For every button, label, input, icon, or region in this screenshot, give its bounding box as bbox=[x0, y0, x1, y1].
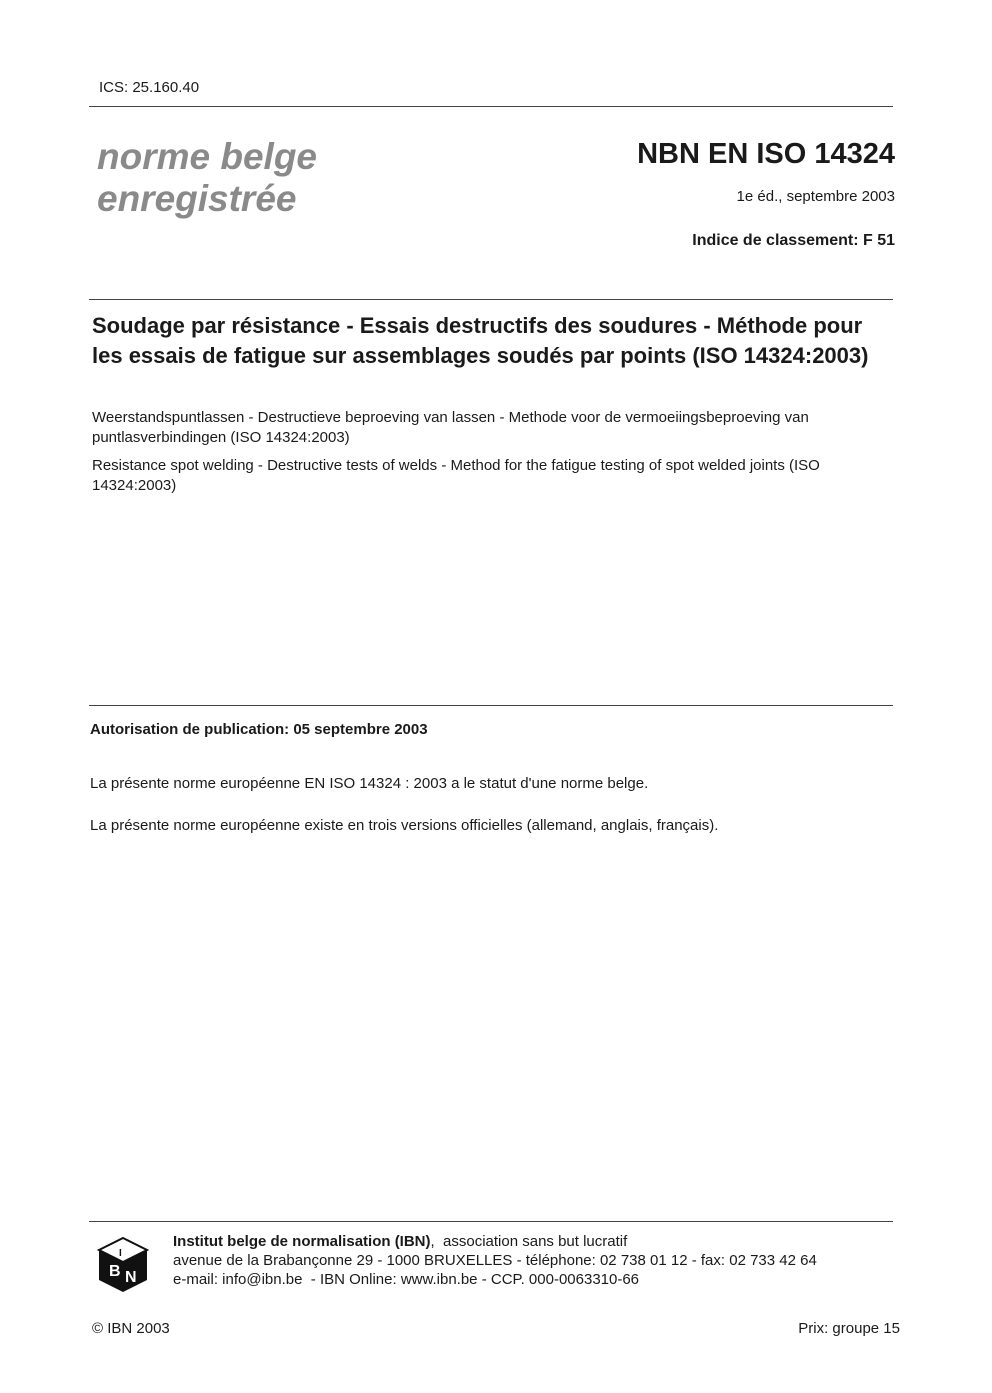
status-paragraph: La présente norme européenne EN ISO 14324 : 2003 a le statut d'une norme belge. bbox=[90, 775, 649, 792]
divider-footer bbox=[89, 1221, 893, 1222]
logo-letter-n: N bbox=[125, 1269, 137, 1286]
standard-code: NBN EN ISO 14324 bbox=[637, 138, 895, 170]
ibn-logo-icon bbox=[97, 1236, 149, 1294]
copyright: © IBN 2003 bbox=[92, 1320, 170, 1337]
versions-paragraph: La présente norme européenne existe en trois versions officielles (allemand, anglais, français). bbox=[90, 817, 719, 834]
institute-info bbox=[173, 1232, 817, 1289]
logo-letter-b: B bbox=[109, 1263, 121, 1280]
divider-top bbox=[89, 106, 893, 107]
institute-name: Institut belge de normalisation (IBN) bbox=[173, 1233, 431, 1250]
divider-body bbox=[89, 705, 893, 706]
ics-code: ICS: 25.160.40 bbox=[99, 79, 200, 96]
title-english: Resistance spot welding - Destructive tests of welds - Method for the fatigue testing of spot welded joints (ISO 14324:2003) bbox=[92, 457, 820, 494]
institute-contact: e-mail: info@ibn.be - IBN Online: www.ibn.be - CCP. 000-0063310-66 bbox=[173, 1271, 640, 1288]
publication-authorization: Autorisation de publication: 05 septembre 2003 bbox=[90, 721, 428, 738]
brand-line-2: enregistrée bbox=[97, 178, 297, 219]
brand-label bbox=[97, 136, 317, 220]
institute-type: , association sans but lucratif bbox=[430, 1233, 628, 1250]
institute-address: avenue de la Brabançonne 29 - 1000 BRUXELLES - téléphone: 02 738 01 12 - fax: 02 733 42 64 bbox=[173, 1252, 817, 1269]
edition-date: 1e éd., septembre 2003 bbox=[736, 188, 895, 205]
logo-letter-i: I bbox=[119, 1248, 122, 1259]
title-dutch: Weerstandspuntlassen - Destructieve beproeving van lassen - Methode voor de vermoeiingsbeproeving van puntlasverbindingen (ISO 14324:2003) bbox=[92, 409, 809, 446]
price-group: Prix: groupe 15 bbox=[798, 1320, 900, 1337]
institute-name-line bbox=[173, 1232, 817, 1251]
title-french: Soudage par résistance - Essais destructifs des soudures - Méthode pour les essais de fatigue sur assemblages soudés par points (ISO 14324:2003) bbox=[92, 313, 869, 368]
brand-line-1: norme belge bbox=[97, 136, 317, 177]
divider-title bbox=[89, 299, 893, 300]
classification-index: Indice de classement: F 51 bbox=[692, 232, 895, 249]
